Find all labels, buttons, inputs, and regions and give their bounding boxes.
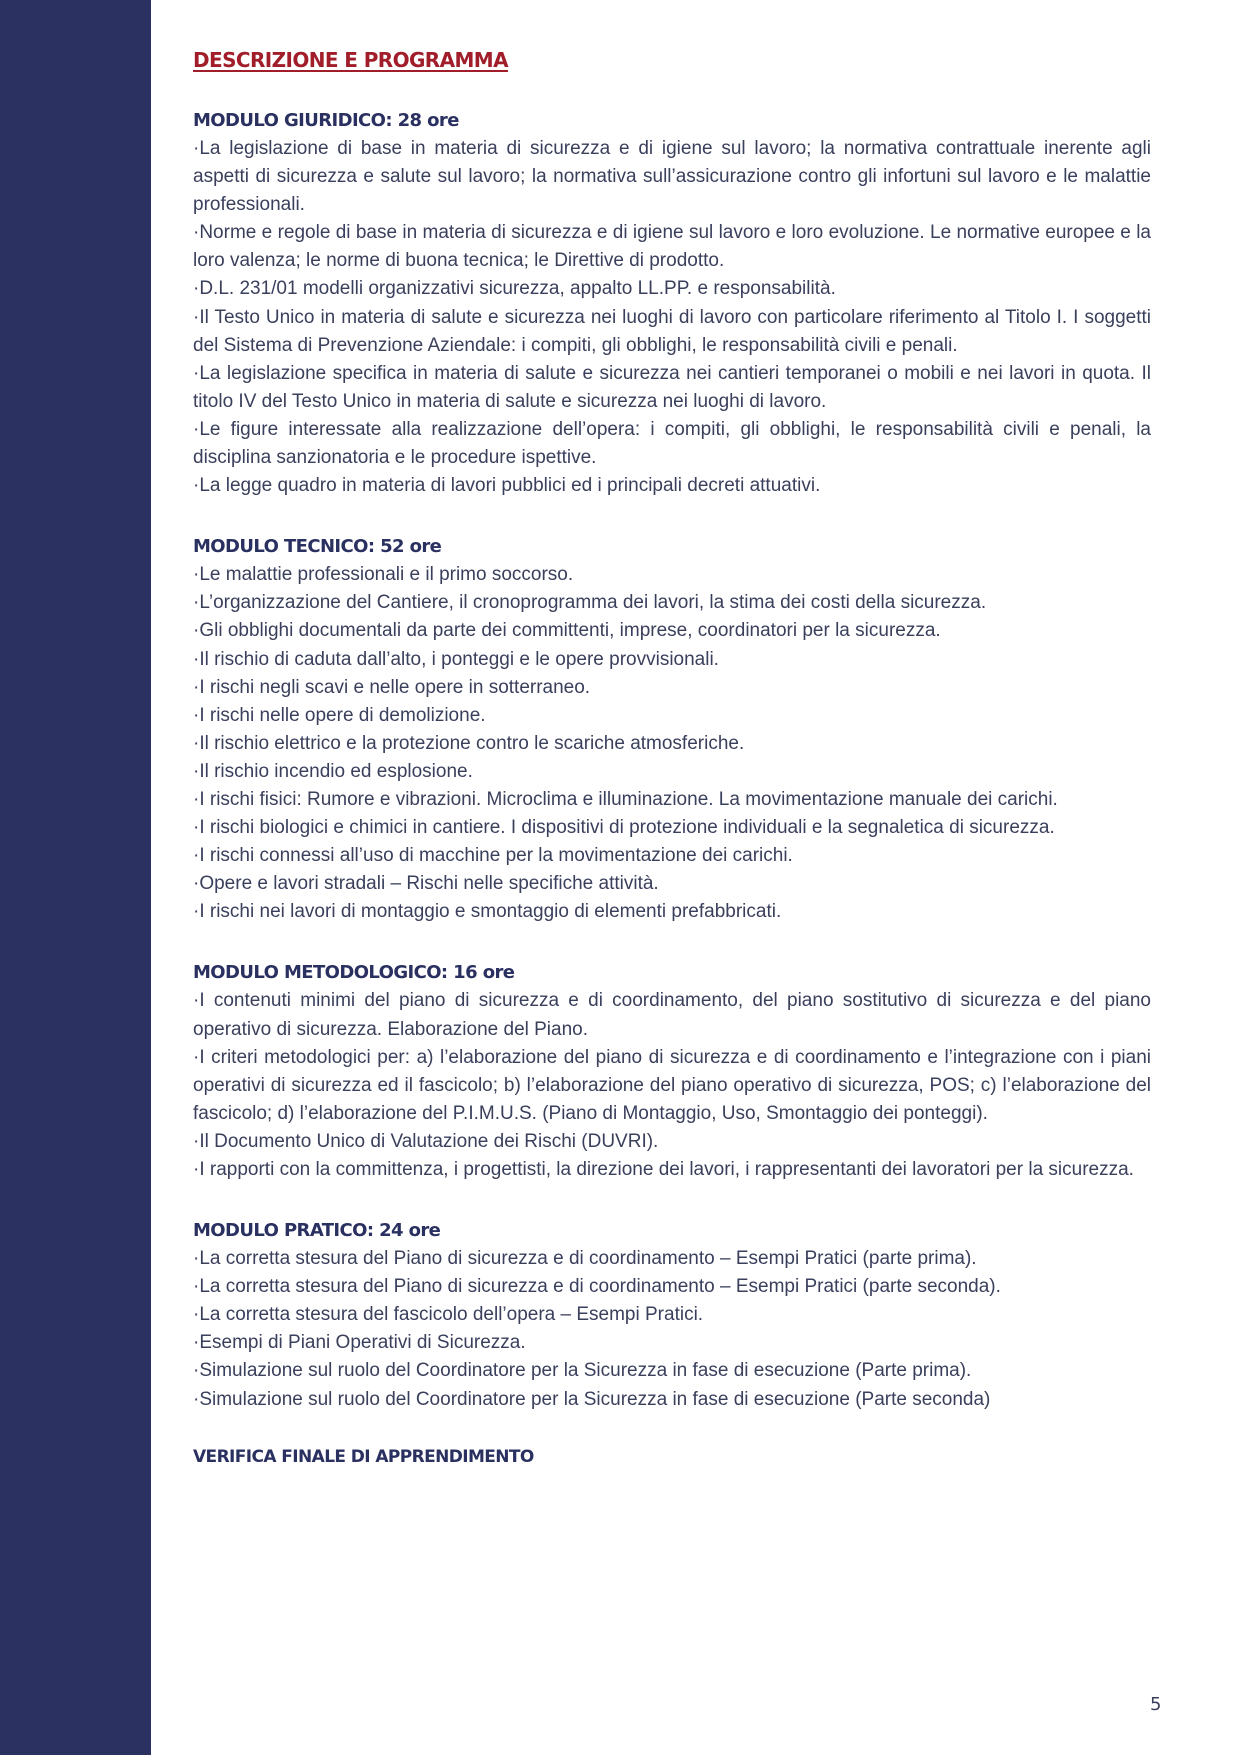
module-item: ·I rischi connessi all’uso di macchine per la movimentazione dei carichi.: [193, 845, 793, 867]
module-metodologico: [193, 959, 1151, 1184]
module-item: ·I rapporti con la committenza, i progettisti, la direzione dei lavori, i rappresentanti dei lavoratori per la sicurezza.: [193, 1159, 1134, 1180]
module-item: ·I contenuti minimi del piano di sicurezza e di coordinamento, del piano sostitutivo di sicurezza e del piano operativo di sicurezza. Elaborazione del Piano.: [193, 990, 1151, 1040]
module-heading: MODULO GIURIDICO: 28 ore: [193, 110, 459, 131]
module-pratico: [193, 1217, 1151, 1414]
module-item: ·I rischi negli scavi e nelle opere in sotterraneo.: [193, 676, 591, 698]
module-item: ·La corretta stesura del fascicolo dell’opera – Esempi Pratici.: [193, 1304, 704, 1326]
module-item: ·Esempi di Piani Operativi di Sicurezza.: [193, 1332, 526, 1354]
module-item: ·Le figure interessate alla realizzazione dell’opera: i compiti, gli obblighi, le responsabilità civili e penali, la disciplina sanzionatoria e le procedure ispettive.: [193, 418, 1151, 469]
final-assessment-heading: VERIFICA FINALE DI APPRENDIMENTO: [193, 1446, 534, 1467]
module-item: ·Il Testo Unico in materia di salute e sicurezza nei luoghi di lavoro con particolare riferimento al Titolo I. I soggetti del Sistema di Prevenzione Aziendale: i compiti, gli obblighi, le responsabilità civili e penali.: [193, 306, 1151, 356]
module-giuridico: [193, 107, 1151, 500]
module-item: ·Il rischio di caduta dall’alto, i ponteggi e le opere provvisionali.: [193, 648, 719, 670]
module-item: ·I rischi nei lavori di montaggio e smontaggio di elementi prefabbricati.: [193, 901, 782, 923]
module-item: ·La legislazione specifica in materia di salute e sicurezza nei cantieri temporanei o mobili e nei lavori in quota. Il titolo IV del Testo Unico in materia di salute e sicurezza nei luoghi di lavoro.: [193, 362, 1151, 412]
module-item: ·Il rischio elettrico e la protezione contro le scariche atmosferiche.: [193, 732, 745, 754]
module-item: ·Il Documento Unico di Valutazione dei Rischi (DUVRI).: [193, 1130, 659, 1152]
module-item: ·Simulazione sul ruolo del Coordinatore per la Sicurezza in fase di esecuzione (Parte seconda): [193, 1388, 991, 1410]
module-heading: MODULO PRATICO: 24 ore: [193, 1220, 441, 1242]
page-content: [193, 46, 1151, 1471]
module-item: ·La legislazione di base in materia di sicurezza e di igiene sul lavoro; la normativa contrattuale inerente agli aspetti di sicurezza e salute sul lavoro; la normativa sull’assicurazione contro gli infortuni sul lavoro e le malattie professionali.: [193, 138, 1151, 216]
page-title: DESCRIZIONE E PROGRAMMA: [193, 48, 508, 72]
sidebar-band: [0, 0, 151, 1755]
module-heading: MODULO METODOLOGICO: 16 ore: [193, 962, 515, 984]
module-item: ·Opere e lavori stradali – Rischi nelle specifiche attività.: [193, 873, 659, 895]
module-item: ·D.L. 231/01 modelli organizzativi sicurezza, appalto LL.PP. e responsabilità.: [193, 278, 836, 300]
module-item: ·I rischi fisici: Rumore e vibrazioni. Microclima e illuminazione. La movimentazione manuale dei carichi.: [193, 788, 1058, 810]
module-heading: MODULO TECNICO: 52 ore: [193, 536, 442, 558]
module-item: ·La legge quadro in materia di lavori pubblici ed i principali decreti attuativi.: [193, 475, 821, 497]
module-item: ·Norme e regole di base in materia di sicurezza e di igiene sul lavoro e loro evoluzione. Le normative europee e la loro valenza; le norme di buona tecnica; le Direttive di prodotto.: [193, 222, 1151, 272]
page-number: 5: [1150, 1694, 1162, 1715]
module-item: ·Simulazione sul ruolo del Coordinatore per la Sicurezza in fase di esecuzione (Parte prima).: [193, 1360, 972, 1382]
module-item: ·La corretta stesura del Piano di sicurezza e di coordinamento – Esempi Pratici (parte prima).: [193, 1248, 977, 1270]
module-item: ·I rischi nelle opere di demolizione.: [193, 704, 486, 726]
module-item: ·I rischi biologici e chimici in cantiere. I dispositivi di protezione individuali e la segnaletica di sicurezza.: [193, 817, 1055, 839]
module-item: ·Gli obblighi documentali da parte dei committenti, imprese, coordinatori per la sicurezza.: [193, 620, 941, 642]
module-item: ·La corretta stesura del Piano di sicurezza e di coordinamento – Esempi Pratici (parte seconda).: [193, 1276, 1001, 1298]
module-item: ·Le malattie professionali e il primo soccorso.: [193, 564, 574, 586]
module-item: ·Il rischio incendio ed esplosione.: [193, 760, 473, 782]
module-tecnico: [193, 533, 1151, 926]
module-item: ·I criteri metodologici per: a) l’elaborazione del piano di sicurezza e di coordinamento e l’integrazione con i piani operativi di sicurezza ed il fascicolo; b) l’elaborazione del piano operativo di sicurezza, POS; c) l’elaborazione del fascicolo; d) l’elaborazione del P.I.M.U.S. (Piano di Montaggio, Uso, Smontaggio dei ponteggi).: [193, 1046, 1151, 1124]
module-item: ·L’organizzazione del Cantiere, il cronoprogramma dei lavori, la stima dei costi della sicurezza.: [193, 592, 987, 614]
